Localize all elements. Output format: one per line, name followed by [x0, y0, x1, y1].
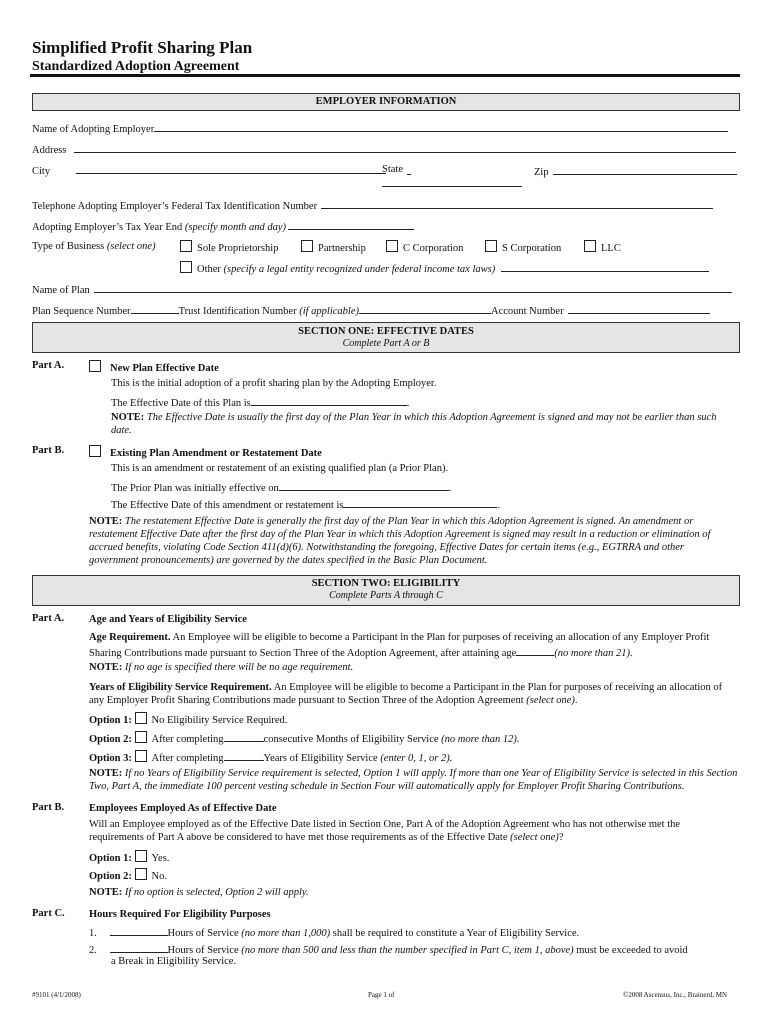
note-text: If no option is selected, Option 2 will apply.: [124, 887, 309, 898]
document-title: Simplified Profit Sharing Plan: [32, 38, 253, 57]
seq-field[interactable]: [131, 302, 179, 314]
option-text: No Eligibility Service Required.: [151, 715, 288, 726]
part-text: This is the initial adoption of a profit sharing plan by the Adopting Employer.: [111, 378, 437, 389]
employer-section-header: [32, 93, 740, 111]
tax-year-label: Adopting Employer’s Tax Year End: [32, 222, 183, 233]
document-subtitle: Standardized Adoption Agreement: [32, 59, 240, 74]
checkbox[interactable]: [584, 240, 596, 252]
city-label: City: [32, 166, 51, 177]
part-a-heading-row: [89, 360, 219, 375]
item-text: Hours of Service: [167, 928, 239, 939]
part-b-option-2[interactable]: [89, 868, 167, 883]
note-text: The restatement Effective Date is generally the first day of the Plan Year in which this Adoption Agreement is signed. An amendment or restatement Effective Date after the first day of the Plan Year in which this Adoption Agreement is signed may result in a reduction or elimination of accrued benefits, violating Code Section 411(d)(6). Notwithstanding the foregoing, Effective Dates for certain items (e.g., EGTRRA and other government pronouncements) are governed by the dates specified in the Basic Plan Document.: [89, 516, 711, 566]
checkbox[interactable]: [301, 240, 313, 252]
part-a-checkbox[interactable]: [89, 360, 101, 372]
yos-text: An Employee will be eligible to become a Participant in the Plan for purposes of receiving an allocation of any Employer Profit Sharing Contributions made pursuant to Section Three of the Adoption Agreement: [89, 682, 723, 706]
item-text: shall be required to constitute a Year of Eligibility Service.: [332, 928, 580, 939]
part-heading: Age and Years of Eligibility Service: [89, 614, 247, 625]
yos-option-1[interactable]: [89, 712, 287, 727]
option-label: Option 2:: [89, 734, 132, 745]
age-note: [89, 661, 353, 674]
zip-field[interactable]: [553, 163, 737, 175]
tin-row: [32, 197, 713, 213]
option-text: No.: [151, 871, 167, 882]
part-text: This is an amendment or restatement of an existing qualified plan (a Prior Plan).: [111, 463, 449, 474]
business-option-other[interactable]: [180, 260, 709, 276]
option-text: After completing: [151, 734, 224, 745]
part-heading: Employees Employed As of Effective Date: [89, 803, 277, 814]
tin-label: Telephone Adopting Employer’s Federal Tax Identification Number: [32, 201, 318, 212]
state-label: State: [382, 164, 403, 175]
option-label: Option 1:: [89, 715, 132, 726]
restatement-date-field[interactable]: [343, 496, 497, 508]
option-checkbox[interactable]: [135, 868, 147, 880]
zip-row: [534, 163, 737, 179]
state-field-tick: [407, 174, 411, 175]
years-field[interactable]: [224, 749, 264, 761]
trust-field[interactable]: [359, 302, 491, 314]
part-b-heading-row: [89, 445, 322, 460]
option-text: After completing: [151, 753, 224, 764]
plan-name-row: [32, 281, 732, 297]
city-row: [32, 162, 386, 178]
trust-label: Trust Identification Number: [178, 306, 297, 317]
employer-name-field[interactable]: [154, 120, 728, 132]
employer-name-row: [32, 120, 728, 136]
yos-note: [89, 767, 749, 793]
account-field[interactable]: [568, 302, 710, 314]
part-label: Part A.: [32, 360, 65, 371]
address-field[interactable]: [74, 141, 736, 153]
tax-year-row: [32, 218, 414, 234]
effective-date-field[interactable]: [251, 394, 407, 406]
seq-label: Plan Sequence Number: [32, 306, 131, 317]
section-two-header: [32, 575, 740, 606]
part-label: Part B.: [32, 802, 65, 813]
address-label: Address: [32, 145, 67, 156]
part-label: Part A.: [32, 613, 65, 624]
note-label: NOTE:: [89, 887, 123, 898]
age-requirement: [89, 631, 734, 660]
business-option-label: S Corporation: [502, 243, 562, 254]
yos-option-3[interactable]: [89, 749, 452, 765]
plan-ids-row: [32, 302, 710, 318]
title-rule: [30, 74, 740, 77]
section-subtitle: Complete Parts A through C: [329, 590, 443, 601]
tax-year-field[interactable]: [288, 218, 414, 230]
form-id: #9101 (4/1/2008): [32, 991, 81, 999]
option-text: consecutive Months of Eligibility Service: [263, 734, 439, 745]
part-heading: Hours Required For Eligibility Purposes: [89, 909, 271, 920]
part-a-note: [111, 411, 731, 437]
note-text: If no Years of Eligibility Service requirement is selected, Option 1 will apply. If more than one Year of Eligibility Service is selected in this Section Two, Part A, the immediate 100 percent vesting schedule in Section Four will automatically apply for Employer Profit Sharing Contributions.: [89, 768, 738, 792]
option-label: Option 3:: [89, 753, 132, 764]
business-type-label: Type of Business: [32, 241, 105, 252]
item-hint: (no more than 500 and less than the number specified in Part C, item 1, above): [241, 945, 574, 956]
option-checkbox[interactable]: [135, 712, 147, 724]
business-option-label: Partnership: [318, 243, 366, 254]
item-hint: (no more than 1,000): [241, 928, 331, 939]
note-label: NOTE:: [89, 516, 123, 527]
employer-name-label: Name of Adopting Employer: [32, 124, 155, 135]
question-text: Will an Employee employed as of the Effective Date listed in Section One, Part A of the Adoption Agreement who has not otherwise met the requirements of Part A above be considered to have met those requirements as of the Effective Date: [89, 819, 681, 843]
effective-date-row: The Effective Date of this Plan is .: [111, 394, 409, 410]
tax-year-hint: (specify month and day): [184, 222, 287, 233]
business-option-sole[interactable]: [180, 240, 278, 255]
part-heading: New Plan Effective Date: [110, 363, 219, 374]
checkbox[interactable]: [485, 240, 497, 252]
tin-field[interactable]: [321, 197, 713, 209]
prior-plan-label: The Prior Plan was initially effective on: [111, 483, 279, 494]
business-option-c-corp[interactable]: [386, 240, 463, 255]
note-label: NOTE:: [89, 768, 123, 779]
business-option-label: C Corporation: [403, 243, 464, 254]
copyright: ©2008 Ascensus, Inc., Brainerd, MN: [623, 991, 728, 999]
note-text: If no age is specified there will be no age requirement.: [124, 662, 354, 673]
plan-name-field[interactable]: [94, 281, 732, 293]
business-type-hint: (select one): [106, 241, 156, 252]
other-hint: (specify a legal entity recognized under federal income tax laws): [223, 264, 496, 275]
prior-plan-row: The Prior Plan was initially effective on .: [111, 479, 451, 495]
business-type-label-row: [32, 240, 156, 253]
note-label: NOTE:: [111, 412, 145, 423]
part-b-question: Will an Employee employed as of the Effective Date listed in Section One, Part A of the Adoption Agreement who has not otherwise met the requirements of Part A above be considered to have met those requirements as of the Effective Date (select one)?: [89, 819, 681, 843]
item-text: must be exceeded to avoid: [576, 945, 688, 956]
section-title: SECTION TWO: ELIGIBILITY: [311, 578, 461, 589]
option-text: Yes.: [151, 853, 170, 864]
business-option-partnership[interactable]: [301, 240, 366, 255]
months-field[interactable]: [224, 730, 264, 742]
restatement-date-label: The Effective Date of this amendment or restatement is: [111, 500, 344, 511]
hours-item-1: [89, 924, 579, 940]
part-b-checkbox[interactable]: [89, 445, 101, 457]
age-label: Age Requirement.: [89, 632, 171, 643]
option-label: Option 2:: [89, 871, 132, 882]
checkbox[interactable]: [180, 240, 192, 252]
option-checkbox[interactable]: [135, 850, 147, 862]
hours-field-1[interactable]: [110, 924, 168, 936]
option-text: Years of Eligibility Service: [263, 753, 378, 764]
age-text: An Employee will be eligible to become a Participant in the Plan for purposes of receiving an allocation of any Employer Profit Sharing Contributions made pursuant to Section Three of the Adoption Agreement, after attaining age: [89, 632, 710, 659]
section-subtitle: Complete Part A or B: [342, 338, 430, 349]
plan-name-label: Name of Plan: [32, 285, 90, 296]
item-text: a Break in Eligibility Service.: [111, 956, 237, 967]
part-b-note: [89, 515, 719, 567]
account-label: Account Number: [490, 306, 564, 317]
page-number: Page 1 of: [368, 991, 395, 999]
yos-label: Years of Eligibility Service Requirement.: [89, 682, 272, 693]
effective-date-label: The Effective Date of this Plan is: [111, 398, 251, 409]
part-heading: Existing Plan Amendment or Restatement Date: [110, 448, 322, 459]
trust-hint: (if applicable): [299, 306, 359, 317]
business-option-label: Sole Proprietorship: [197, 243, 279, 254]
question-hint: (select one): [510, 832, 559, 843]
city-field[interactable]: [76, 162, 386, 174]
business-option-llc[interactable]: [584, 240, 621, 255]
note-label: NOTE:: [89, 662, 123, 673]
state-field[interactable]: [382, 186, 522, 187]
section-title: EMPLOYER INFORMATION: [315, 96, 457, 107]
address-row: [32, 141, 736, 157]
age-field[interactable]: [516, 644, 554, 656]
part-b-note: [89, 886, 309, 899]
other-label: Other: [197, 264, 221, 275]
option-hint: (enter 0, 1, or 2).: [380, 753, 453, 764]
checkbox[interactable]: [180, 261, 192, 273]
item-number: 2.: [89, 945, 97, 956]
section-one-header: [32, 322, 740, 353]
zip-label: Zip: [534, 167, 549, 178]
note-text: The Effective Date is usually the first day of the Plan Year in which this Adoption Agreement is signed and may not be earlier than such date.: [111, 412, 717, 436]
business-option-s-corp[interactable]: [485, 240, 561, 255]
part-b-option-1[interactable]: [89, 850, 169, 865]
section-title: SECTION ONE: EFFECTIVE DATES: [298, 326, 474, 337]
checkbox[interactable]: [386, 240, 398, 252]
option-hint: (no more than 12).: [441, 734, 520, 745]
hours-field-2[interactable]: [110, 941, 168, 953]
item-number: 1.: [89, 928, 97, 939]
age-hint: (no more than 21).: [554, 648, 633, 659]
other-field[interactable]: [501, 260, 709, 272]
option-label: Option 1:: [89, 853, 132, 864]
part-label: Part C.: [32, 908, 65, 919]
part-label: Part B.: [32, 445, 65, 456]
business-option-label: LLC: [601, 243, 621, 254]
restatement-date-row: The Effective Date of this amendment or restatement is .: [111, 496, 500, 512]
option-checkbox[interactable]: [135, 731, 147, 743]
yos-option-2[interactable]: [89, 730, 520, 746]
yos-hint: (select one): [526, 695, 575, 706]
option-checkbox[interactable]: [135, 750, 147, 762]
prior-plan-field[interactable]: [279, 479, 449, 491]
yos-requirement: Years of Eligibility Service Requirement. An Employee will be eligible to become a Participant in the Plan for purposes of receiving an allocation of any Employer Profit Sharing Contributions made pursuant to Section Three of the Adoption Agreement (select one).: [89, 682, 723, 706]
item-text: Hours of Service: [167, 945, 239, 956]
